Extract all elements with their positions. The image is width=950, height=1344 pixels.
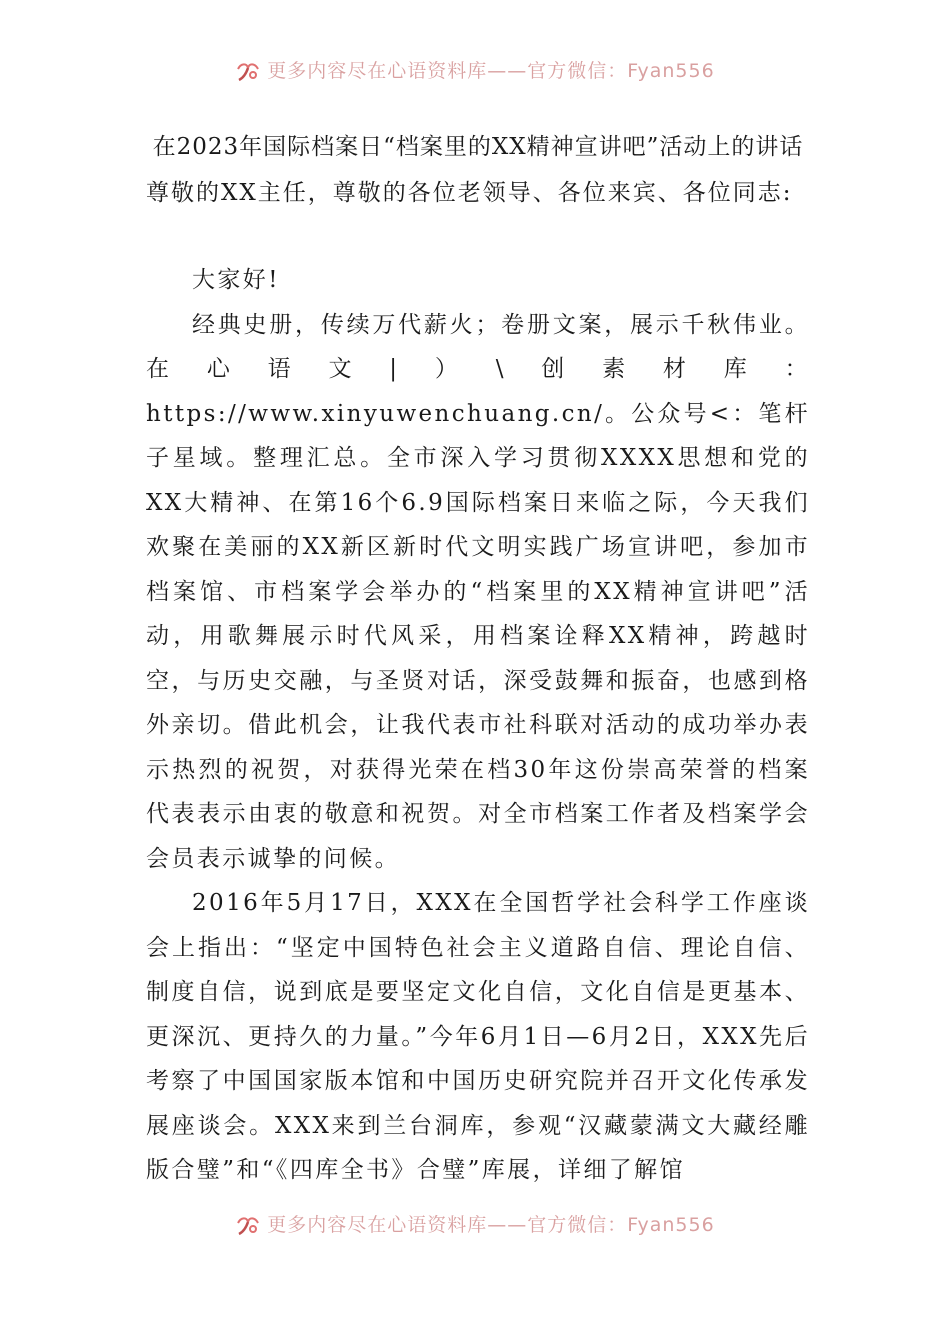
logo-icon — [235, 61, 261, 83]
paragraph-1: 大家好! — [192, 267, 280, 293]
salutation: 尊敬的XX主任，尊敬的各位老领导、各位来宾、各位同志: — [146, 180, 793, 206]
logo-icon — [235, 1215, 261, 1237]
footer-watermark — [0, 1210, 950, 1240]
header-watermark — [0, 56, 950, 86]
watermark-text: 更多内容尽在心语资料库——官方微信：Fyan556 — [267, 60, 715, 82]
watermark-text: 更多内容尽在心语资料库——官方微信：Fyan556 — [267, 1214, 715, 1236]
document-title: 在2023年国际档案日“档案里的XX精神宣讲吧”活动上的讲话 — [152, 134, 804, 160]
document-body — [146, 124, 810, 1193]
paragraph-2: 经典史册，传续万代薪火；卷册文案，展示千秋伟业。在心语文|）\创素材库：https://www.xinyuwenchuang.cn/。公众号<：笔杆子星域。整理汇总。全市深入学习贯彻XXXX思想和党的XX大精神、在第16个6.9国际档案日来临之际，今天我们欢聚在美丽的XX新区新时代文明实践广场宣讲吧，参加市档案馆、市档案学会举办的“档案里的XX精神宣讲吧”活动，用歌舞展示时代风采，用档案诠释XX精神，跨越时空，与历史交融，与圣贤对话，深受鼓舞和振奋，也感到格外亲切。借此机会，让我代表市社科联对活动的成功举办表示热烈的祝贺，对获得光荣在档30年这份崇高荣誉的档案代表表示由衷的敬意和祝贺。对全市档案工作者及档案学会会员表示诚挚的问候。 — [146, 311, 810, 872]
paragraph-3: 2016年5月17日，XXX在全国哲学社会科学工作座谈会上指出：“坚定中国特色社会主义道路自信、理论自信、制度自信，说到底是要坚定文化自信，文化自信是更基本、更深沉、更持久的力量。”今年6月1日—6月2日，XXX先后考察了中国国家版本馆和中国历史研究院并召开文化传承发展座谈会。XXX来到兰台洞库，参观“汉藏蒙满文大藏经雕版合璧”和“《四库全书》合璧”库展，详细了解馆 — [146, 890, 810, 1183]
